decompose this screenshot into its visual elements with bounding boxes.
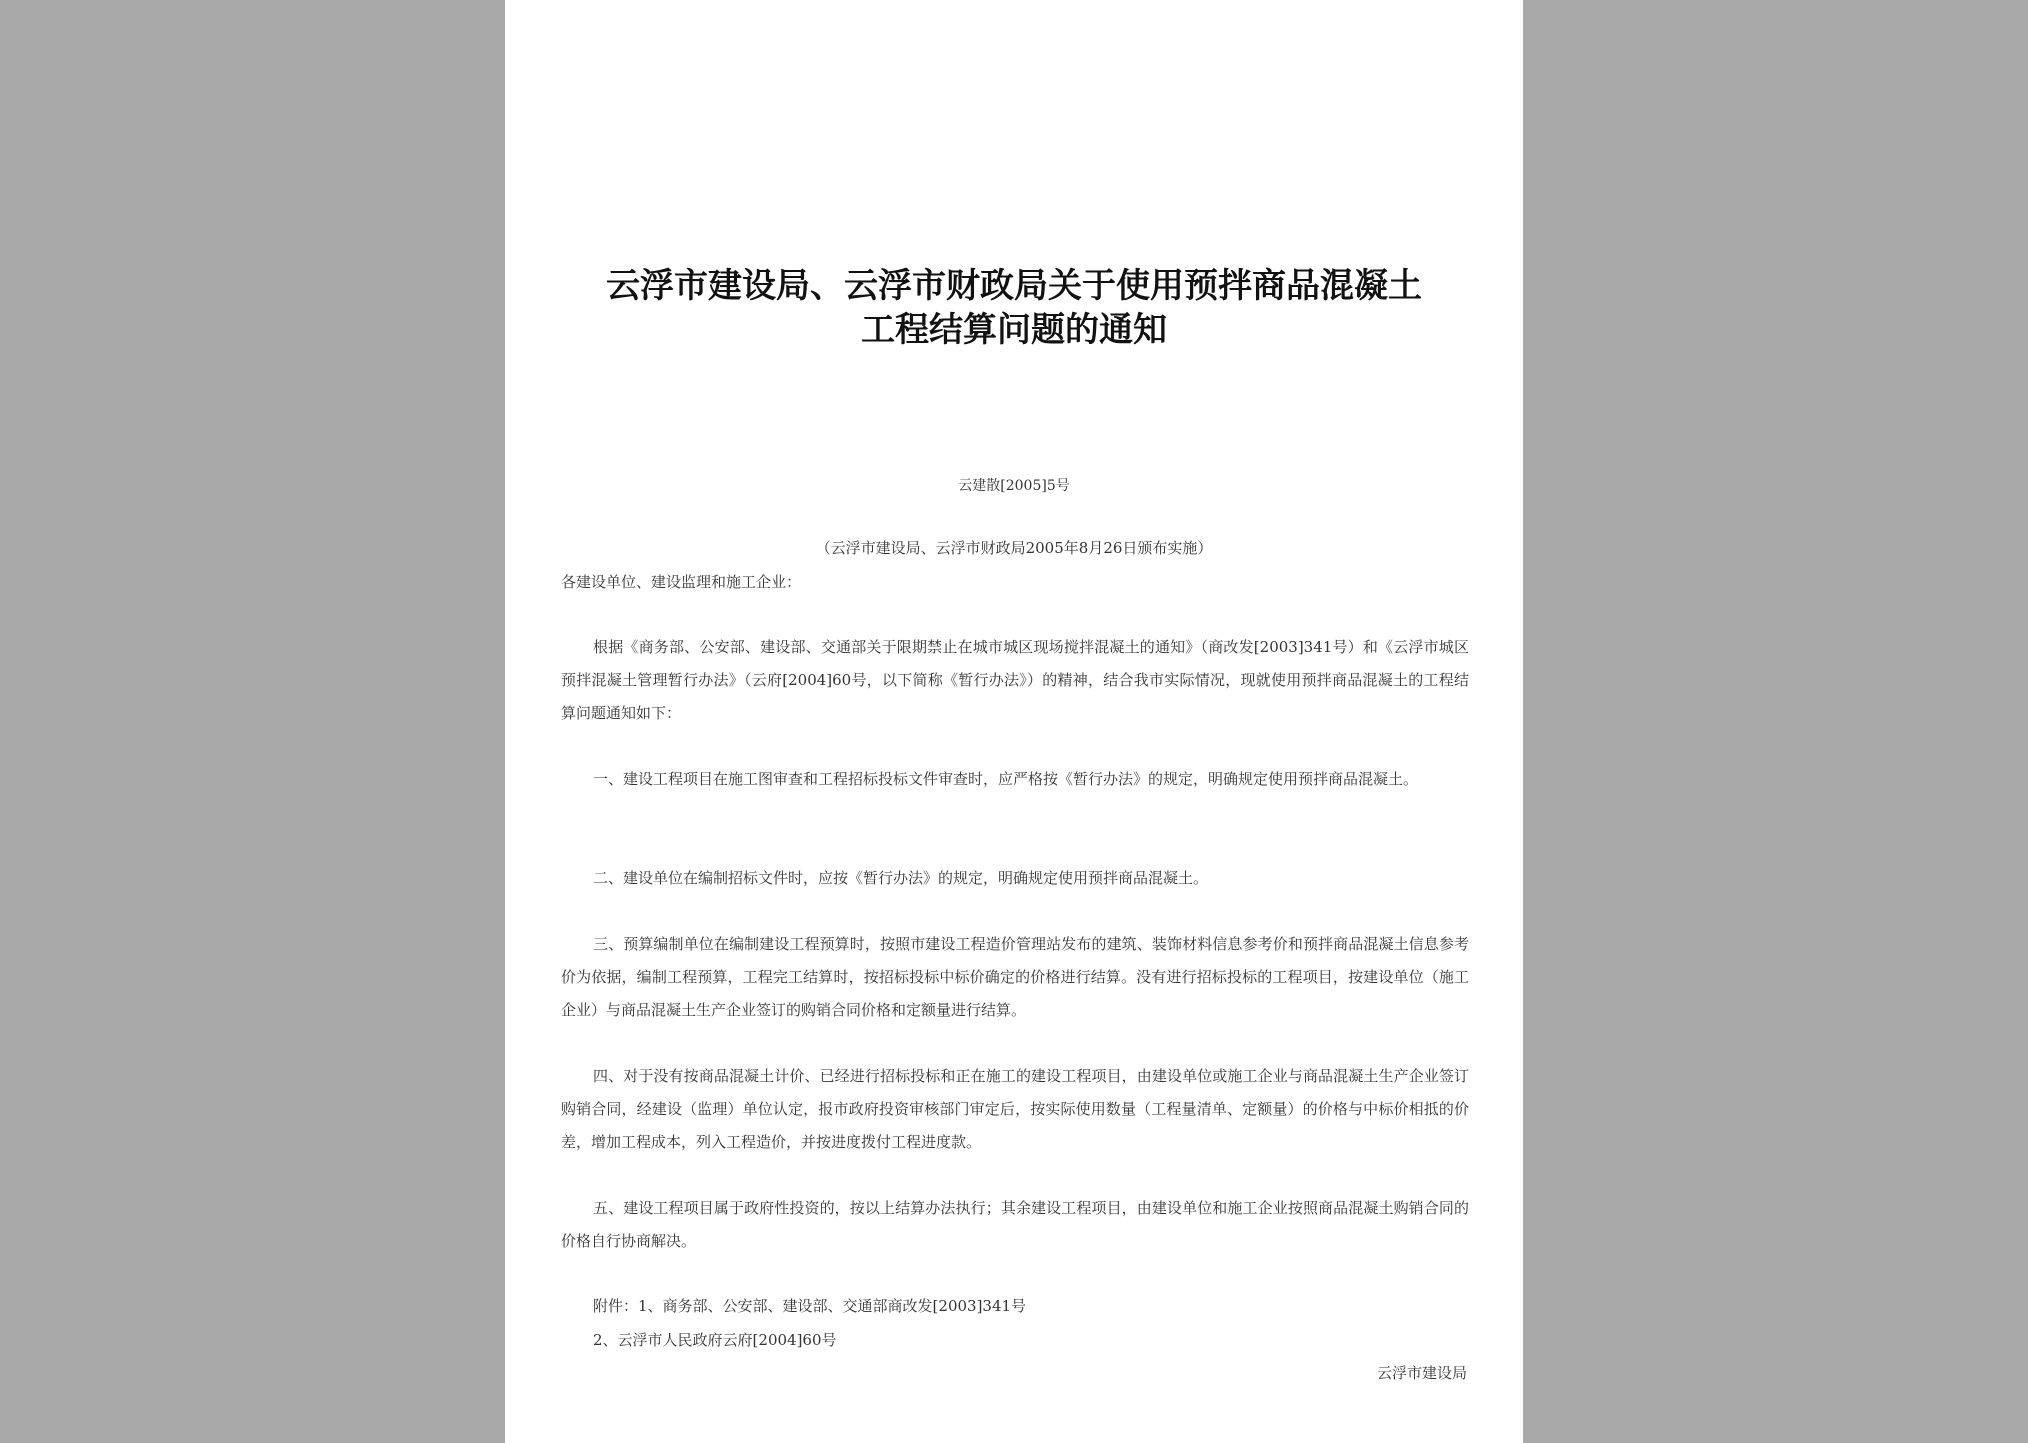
paragraph-item-1: 一、建设工程项目在施工图审查和工程招标投标文件审查时，应严格按《暂行办法》的规定，明确规定使用预拌商品混凝土。 [593,770,1419,788]
title-line-1: 云浮市建设局、云浮市财政局关于使用预拌商品混凝土 [606,266,1422,306]
attachment-2: 2、云浮市人民政府云府[2004]60号 [593,1331,837,1349]
document-number: 云建散[2005]5号 [958,478,1070,494]
signature: 云浮市建设局 [1376,1364,1467,1382]
paragraph-item-5: 五、建设工程项目属于政府性投资的，按以上结算办法执行；其余建设工程项目，由建设单位和施工企业按照商品混凝土购销合同的价格自行协商解决。 [561,1199,1469,1250]
paragraph-item-2: 二、建设单位在编制招标文件时，应按《暂行办法》的规定，明确规定使用预拌商品混凝土。 [593,869,1209,887]
document-title [505,264,1523,352]
document-page [505,0,1523,1443]
paragraph-intro: 根据《商务部、公安部、建设部、交通部关于限期禁止在城市城区现场搅拌混凝土的通知》（商改发[2003]341号）和《云浮市城区预拌混凝土管理暂行办法》（云府[2004]60号，以下简称《暂行办法》）的精神，结合我市实际情况，现就使用预拌商品混凝土的工程结算问题通知如下： [561,638,1469,722]
promulgation-note: （云浮市建设局、云浮市财政局2005年8月26日颁布实施） [815,539,1213,557]
attachment-1: 附件：1、商务部、公安部、建设部、交通部商改发[2003]341号 [593,1297,1027,1315]
title-line-2: 工程结算问题的通知 [861,310,1167,350]
paragraph-item-3: 三、预算编制单位在编制建设工程预算时，按照市建设工程造价管理站发布的建筑、装饰材料信息参考价和预拌商品混凝土信息参考价为依据，编制工程预算，工程完工结算时，按招标投标中标价确定的价格进行结算。没有进行招标投标的工程项目，按建设单位（施工企业）与商品混凝土生产企业签订的购销合同价格和定额量进行结算。 [561,935,1469,1019]
addressee: 各建设单位、建设监理和施工企业： [561,573,802,591]
paragraph-item-4: 四、对于没有按商品混凝土计价、已经进行招标投标和正在施工的建设工程项目，由建设单位或施工企业与商品混凝土生产企业签订购销合同，经建设（监理）单位认定，报市政府投资审核部门审定后，按实际使用数量（工程量清单、定额量）的价格与中标价相抵的价差，增加工程成本，列入工程造价，并按进度拨付工程进度款。 [561,1067,1469,1151]
